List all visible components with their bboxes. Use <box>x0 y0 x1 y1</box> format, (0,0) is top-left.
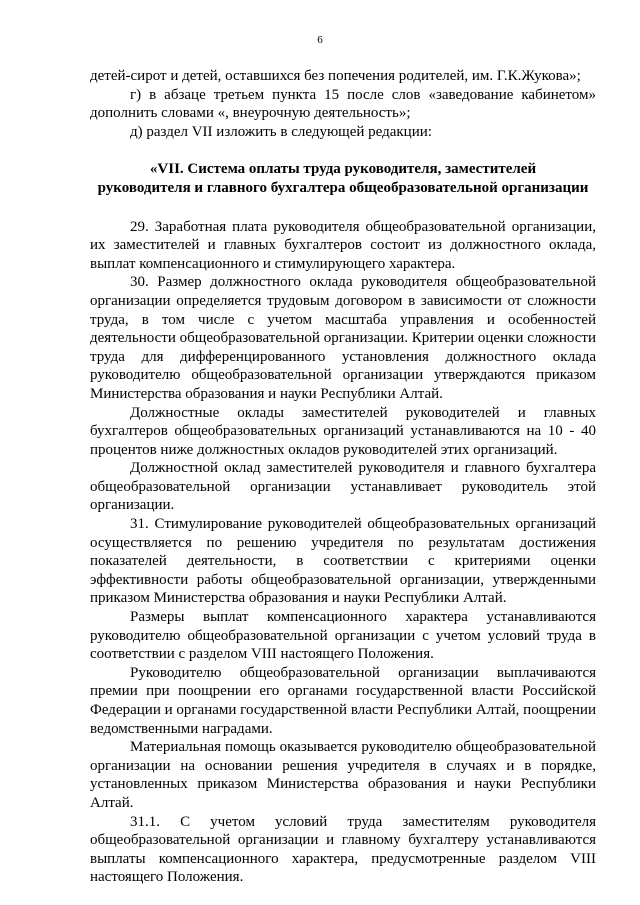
intro-paragraph: г) в абзаце третьем пункта 15 после слов «заведование кабинетом» дополнить словами «, внеурочную деятельность»; <box>90 86 596 122</box>
section-heading <box>90 160 596 197</box>
paragraph: Руководителю общеобразовательной организации выплачиваются премии при поощрении его органами государственной власти Российской Федерации и органами государственной власти Республики Алтай, поощрении ведомственными наградами. <box>90 664 596 737</box>
paragraph: 29. Заработная плата руководителя общеобразовательной организации, их заместителей и главных бухгалтеров состоит из должностного оклада, выплат компенсационного и стимулирующего характера. <box>90 218 596 272</box>
intro-paragraph: детей-сирот и детей, оставшихся без попечения родителей, им. Г.К.Жукова»; <box>90 68 581 84</box>
paragraph: Размеры выплат компенсационного характера устанавливаются руководителю общеобразовательной организации с учетом условий труда в соответствии с разделом VIII настоящего Положения. <box>90 609 596 663</box>
paragraph: 30. Размер должностного оклада руководителя общеобразовательной организации определяется трудовым договором в зависимости от сложности труда, в том числе с учетом масштаба управления и особенностей деятельности общеобразовательной организации. Критерии оценки сложности труда для дифференцированного установления должностного оклада руководителю общеобразовательной организации утверждаются приказом Министерства образования и науки Республики Алтай. <box>90 274 596 402</box>
paragraph: 31. Стимулирование руководителей общеобразовательных организаций осуществляется по решению учредителя по результатам достижения показателей деятельности, в соответствии с критериями оценки эффективности работы общеобразовательной организации, утвержденными приказом Министерства образования и науки Республики Алтай. <box>90 516 596 607</box>
intro-paragraph: д) раздел VII изложить в следующей редакции: <box>130 123 432 140</box>
section-heading-line: руководителя и главного бухгалтера общеобразовательной организации <box>97 179 589 196</box>
section-heading-line: «VII. Система оплаты труда руководителя, заместителей <box>149 161 537 178</box>
document-body <box>90 67 596 887</box>
paragraph: Материальная помощь оказывается руководителю общеобразовательной организации на основании решения учредителя в случаях и в порядке, установленных приказом Министерства образования и науки Республики Алтай. <box>90 739 596 811</box>
paragraph: Должностные оклады заместителей руководителей и главных бухгалтеров общеобразовательных организаций устанавливаются на 10 - 40 процентов ниже должностных окладов руководителей этих организаций. <box>90 404 596 458</box>
page-number: 6 <box>317 34 323 46</box>
paragraph: Должностной оклад заместителей руководителя и главного бухгалтера общеобразовательной организации устанавливает руководитель этой организации. <box>90 460 596 514</box>
paragraph: 31.1. С учетом условий труда заместителям руководителя общеобразовательной организации и главному бухгалтеру устанавливаются выплаты компенсационного характера, предусмотренные разделом VIII настоящего Положения. <box>90 813 596 886</box>
